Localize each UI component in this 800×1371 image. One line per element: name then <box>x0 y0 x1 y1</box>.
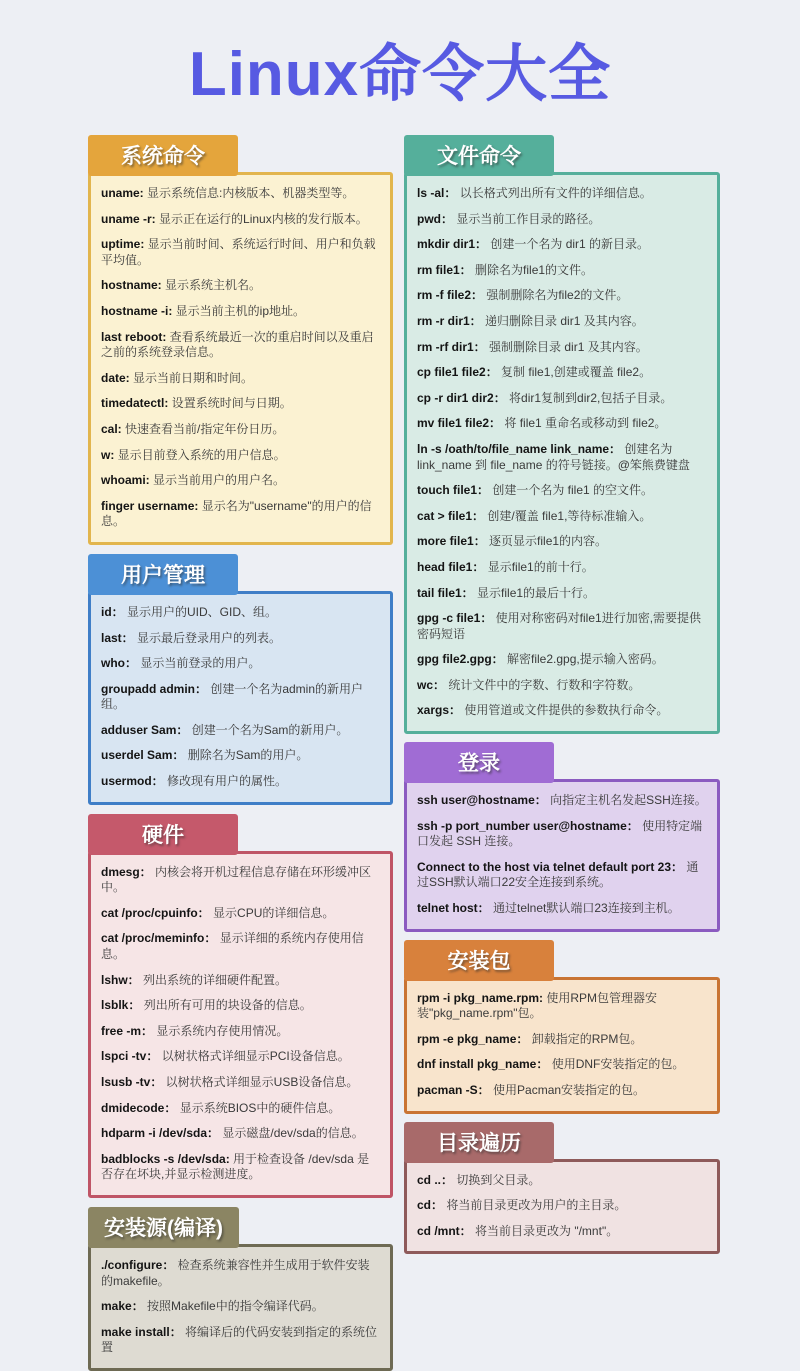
command-item <box>101 682 380 713</box>
command-desc: 创建一个名为Sam的新用户。 <box>188 722 349 737</box>
command-desc: 递归删除目录 dir1 及其内容。 <box>481 313 644 328</box>
command-item <box>101 186 380 202</box>
command-desc: 显示系统BIOS中的硬件信息。 <box>176 1100 341 1115</box>
page-title: Linux命令大全 <box>188 40 612 109</box>
command-desc: 显示当前时间、系统运行时间、用户和负载平均值。 <box>101 237 376 267</box>
command-name: adduser Sam： <box>101 722 189 737</box>
command-name: gpg file2.gpg： <box>417 652 504 667</box>
command-item <box>101 973 380 989</box>
command-desc: 显示file1的最后十行。 <box>473 585 596 600</box>
command-item <box>101 371 380 387</box>
command-item <box>417 611 707 642</box>
command-name: cd： <box>417 1198 444 1213</box>
command-desc: 将编译后的代码安装到指定的系统位置 <box>101 1324 378 1355</box>
columns-wrapper <box>0 135 800 1371</box>
command-desc: 用于检查设备 /dev/sda 是否存在坏块,并显示检测进度。 <box>101 1151 370 1182</box>
command-item <box>101 422 380 438</box>
command-item <box>101 1258 380 1289</box>
command-desc: 创建/覆盖 file1,等待标准输入。 <box>484 508 652 523</box>
section-body-file-commands <box>404 172 720 734</box>
command-desc: 使用RPM包管理器安装"pkg_name.rpm"包。 <box>417 990 658 1021</box>
command-desc: 设置系统时间与日期。 <box>168 396 292 411</box>
command-name: dnf install pkg_name： <box>417 1057 549 1072</box>
command-item <box>417 652 707 668</box>
section-login <box>404 742 720 932</box>
command-desc: 显示最后登录用户的列表。 <box>133 630 282 645</box>
command-name: date: <box>101 370 130 385</box>
command-name: hdparm -i /dev/sda： <box>101 1126 220 1141</box>
command-item <box>417 703 707 719</box>
command-name: mv file1 file2： <box>417 416 502 431</box>
command-desc: 创建一个名为 dir1 的新目录。 <box>487 237 650 252</box>
command-desc: 强制删除目录 dir1 及其内容。 <box>485 339 648 354</box>
command-desc: 按照Makefile中的指令编译代码。 <box>143 1299 324 1314</box>
right-column <box>404 135 720 1254</box>
command-item <box>417 509 707 525</box>
command-item <box>417 237 707 253</box>
command-item <box>101 1325 380 1356</box>
command-name: lsblk： <box>101 998 141 1013</box>
command-name: rm file1： <box>417 262 472 277</box>
command-item <box>101 774 380 790</box>
command-desc: 显示详细的系统内存使用信息。 <box>101 931 364 962</box>
command-name: cd /mnt： <box>417 1223 472 1238</box>
command-item <box>417 860 707 891</box>
section-directory-navigation <box>404 1122 720 1255</box>
left-column <box>88 135 393 1371</box>
command-desc: 以长格式列出所有文件的详细信息。 <box>456 186 652 200</box>
command-name: hostname -i: <box>101 303 173 318</box>
command-desc: 显示目前登入系统的用户信息。 <box>114 447 286 462</box>
section-header-hardware: 硬件 <box>88 814 238 855</box>
command-desc: 使用DNF安装指定的包。 <box>548 1057 685 1072</box>
command-name: head file1： <box>417 559 485 574</box>
command-name: lshw： <box>101 972 140 987</box>
command-item <box>101 748 380 764</box>
command-name: finger username: <box>101 498 199 513</box>
command-name: make install： <box>101 1324 182 1339</box>
command-desc: 快速查看当前/指定年份日历。 <box>121 421 285 436</box>
command-name: pacman -S： <box>417 1083 490 1097</box>
command-desc: 创建一个名为 file1 的空文件。 <box>489 483 654 498</box>
command-name: uptime: <box>101 237 145 252</box>
section-header-user-management: 用户管理 <box>88 554 238 595</box>
command-name: cat > file1： <box>417 508 485 523</box>
command-name: whoami: <box>101 473 150 488</box>
command-desc: 显示正在运行的Linux内核的发行版本。 <box>155 211 368 226</box>
command-item <box>101 1152 380 1183</box>
command-name: dmidecode： <box>101 1100 177 1115</box>
command-name: cd ..： <box>417 1172 454 1187</box>
command-desc: 创建名为 link_name 到 file_name 的符号链接。@笨熊费键盘 <box>417 441 690 472</box>
command-item <box>417 340 707 356</box>
command-name: more file1： <box>417 534 486 549</box>
section-install-packages <box>404 940 720 1114</box>
command-item <box>417 483 707 499</box>
command-desc: 向指定主机名发起SSH连接。 <box>546 793 707 808</box>
command-name: xargs： <box>417 703 462 718</box>
command-item <box>101 1101 380 1117</box>
command-desc: 创建一个名为admin的新用户组。 <box>101 681 364 712</box>
command-desc: 复制 file1,创建或覆盖 file2。 <box>497 365 652 380</box>
command-item <box>417 901 707 917</box>
command-desc: 显示file1的前十行。 <box>484 559 594 574</box>
command-item <box>101 605 380 621</box>
command-name: userdel Sam： <box>101 748 185 763</box>
command-name: ln -s /oath/to/file_name link_name： <box>417 441 622 456</box>
command-name: make： <box>101 1299 144 1314</box>
command-name: lsusb -tv： <box>101 1075 163 1089</box>
command-desc: 显示系统主机名。 <box>161 278 262 293</box>
command-item <box>417 416 707 432</box>
command-name: rm -r dir1： <box>417 313 482 328</box>
command-desc: 切换到父目录。 <box>453 1172 541 1187</box>
command-item <box>101 278 380 294</box>
command-desc: 将 file1 重命名或移动到 file2。 <box>501 416 667 431</box>
command-desc: 显示当前登录的用户。 <box>137 656 261 671</box>
section-hardware <box>88 814 393 1198</box>
command-name: dmesg： <box>101 864 152 879</box>
command-name: gpg -c file1： <box>417 611 493 626</box>
command-item <box>101 396 380 412</box>
section-header-directory-navigation: 目录遍历 <box>404 1122 554 1163</box>
section-header-file-commands: 文件命令 <box>404 135 554 176</box>
command-item <box>101 931 380 962</box>
command-item <box>101 1024 380 1040</box>
command-desc: 以树状格式详细显示PCI设备信息。 <box>158 1049 350 1064</box>
command-item <box>417 365 707 381</box>
section-body-hardware <box>88 851 393 1198</box>
command-name: rpm -e pkg_name： <box>417 1031 529 1046</box>
section-body-install-from-source <box>88 1244 393 1371</box>
command-desc: 显示用户的UID、GID、组。 <box>123 604 278 619</box>
section-install-from-source <box>88 1207 393 1371</box>
command-name: rpm -i pkg_name.rpm: <box>417 990 544 1005</box>
command-name: last： <box>101 630 134 645</box>
command-name: wc： <box>417 677 446 692</box>
command-name: cal: <box>101 421 122 436</box>
command-name: rm -rf dir1： <box>417 339 486 354</box>
command-desc: 显示当前主机的ip地址。 <box>172 303 306 318</box>
section-body-system-commands <box>88 172 393 545</box>
command-desc: 将当前目录更改为用户的主目录。 <box>443 1198 627 1213</box>
command-name: lspci -tv： <box>101 1049 159 1064</box>
command-desc: 显示当前日期和时间。 <box>129 370 254 385</box>
command-item <box>101 499 380 530</box>
command-item <box>101 998 380 1014</box>
section-header-install-packages: 安装包 <box>404 940 554 981</box>
command-item <box>101 212 380 228</box>
section-user-management <box>88 554 393 805</box>
command-item <box>417 314 707 330</box>
command-desc: 查看系统最近一次的重启时间以及重启之前的系统登录信息。 <box>101 329 374 360</box>
command-desc: 显示磁盘/dev/sda的信息。 <box>219 1126 364 1141</box>
command-item <box>417 1057 707 1073</box>
section-body-user-management <box>88 591 393 805</box>
command-item <box>101 906 380 922</box>
command-desc: 检查系统兼容性并生成用于软件安装的makefile。 <box>101 1257 370 1288</box>
command-item <box>101 448 380 464</box>
command-item <box>101 1299 380 1315</box>
command-item <box>417 819 707 850</box>
command-name: free -m： <box>101 1023 154 1038</box>
command-name: uname -r: <box>101 211 156 226</box>
command-desc: 使用对称密码对file1进行加密,需要提供密码短语 <box>417 611 702 641</box>
command-name: rm -f file2： <box>417 288 484 303</box>
command-desc: 显示系统信息:内核版本、机器类型等。 <box>143 186 355 200</box>
command-item <box>101 631 380 647</box>
command-name: telnet host： <box>417 901 490 916</box>
command-desc: 通过telnet默认端口23连接到主机。 <box>489 901 680 916</box>
command-name: w: <box>101 447 115 462</box>
command-item <box>417 793 707 809</box>
command-desc: 以树状格式详细显示USB设备信息。 <box>162 1075 359 1089</box>
command-name: touch file1： <box>417 483 490 498</box>
command-desc: 将dir1复制到dir2,包括子目录。 <box>505 390 673 405</box>
command-item <box>417 442 707 473</box>
command-item <box>417 288 707 304</box>
command-name: hostname: <box>101 278 162 293</box>
command-item <box>417 678 707 694</box>
command-desc: 卸载指定的RPM包。 <box>528 1031 643 1046</box>
command-desc: 逐页显示file1的内容。 <box>485 534 608 549</box>
command-desc: 修改现有用户的属性。 <box>163 774 288 789</box>
command-item <box>101 1049 380 1065</box>
command-desc: 将当前目录更改为 "/mnt"。 <box>471 1223 619 1238</box>
section-body-install-packages <box>404 977 720 1114</box>
command-item <box>417 1083 707 1099</box>
command-desc: 显示系统内存使用情况。 <box>153 1023 289 1038</box>
command-name: pwd： <box>417 211 453 226</box>
command-desc: 强制删除名为file2的文件。 <box>483 288 629 303</box>
command-item <box>101 330 380 361</box>
command-item <box>101 304 380 320</box>
command-item <box>417 586 707 602</box>
command-desc: 删除名为file1的文件。 <box>471 262 594 277</box>
command-item <box>417 1173 707 1189</box>
command-name: last reboot: <box>101 329 167 344</box>
section-body-login <box>404 779 720 932</box>
command-desc: 使用Pacman安装指定的包。 <box>489 1083 646 1097</box>
command-name: cp -r dir1 dir2： <box>417 390 506 405</box>
command-name: who： <box>101 656 137 671</box>
command-item <box>417 263 707 279</box>
command-desc: 通过SSH默认端口22安全连接到系统。 <box>417 859 699 890</box>
section-file-commands <box>404 135 720 734</box>
command-name: cat /proc/cpuinfo： <box>101 905 210 920</box>
section-header-login: 登录 <box>404 742 554 783</box>
command-item <box>101 1075 380 1091</box>
command-item <box>101 723 380 739</box>
command-name: id： <box>101 604 124 619</box>
command-desc: 列出系统的详细硬件配置。 <box>139 972 288 987</box>
linux-cheatsheet-poster <box>0 24 800 1371</box>
command-name: ssh user@hostname： <box>417 793 547 808</box>
command-name: ls -al： <box>417 186 457 200</box>
command-desc: 删除名为Sam的用户。 <box>184 748 309 763</box>
command-item <box>101 473 380 489</box>
command-name: ./configure： <box>101 1257 175 1272</box>
command-name: usermod： <box>101 774 164 789</box>
command-desc: 显示CPU的详细信息。 <box>209 905 335 920</box>
command-name: uname: <box>101 186 144 200</box>
command-desc: 显示名为"username"的用户的信息。 <box>101 498 372 529</box>
command-name: cat /proc/meminfo： <box>101 931 217 946</box>
command-item <box>417 534 707 550</box>
command-item <box>101 656 380 672</box>
command-desc: 显示当前工作目录的路径。 <box>453 211 601 226</box>
command-item <box>101 865 380 896</box>
section-header-system-commands: 系统命令 <box>88 135 238 176</box>
command-item <box>101 237 380 268</box>
command-name: timedatectl: <box>101 396 169 411</box>
command-name: ssh -p port_number user@hostname： <box>417 818 639 833</box>
command-desc: 显示当前用户的用户名。 <box>149 473 286 488</box>
command-desc: 内核会将开机过程信息存储在环形缓冲区中。 <box>101 864 372 895</box>
section-header-install-from-source: 安装源(编译) <box>88 1207 239 1248</box>
section-system-commands <box>88 135 393 545</box>
command-name: cp file1 file2： <box>417 365 498 380</box>
command-desc: 统计文件中的字数、行数和字符数。 <box>445 677 641 692</box>
command-item <box>417 991 707 1022</box>
command-desc: 列出所有可用的块设备的信息。 <box>140 998 312 1013</box>
command-desc: 使用管道或文件提供的参数执行命令。 <box>461 703 669 718</box>
command-item <box>101 1126 380 1142</box>
command-item <box>417 560 707 576</box>
command-item <box>417 1198 707 1214</box>
section-body-directory-navigation <box>404 1159 720 1255</box>
command-item <box>417 212 707 228</box>
command-desc: 使用特定端口发起 SSH 连接。 <box>417 818 703 849</box>
command-name: mkdir dir1： <box>417 237 488 252</box>
command-name: badblocks -s /dev/sda: <box>101 1151 230 1166</box>
command-name: Connect to the host via telnet default port 23： <box>417 859 684 874</box>
command-item <box>417 186 707 202</box>
command-item <box>417 1224 707 1240</box>
command-item <box>417 391 707 407</box>
command-item <box>417 1032 707 1048</box>
command-name: groupadd admin： <box>101 681 207 696</box>
command-name: tail file1： <box>417 585 474 600</box>
command-desc: 解密file2.gpg,提示输入密码。 <box>503 652 664 667</box>
